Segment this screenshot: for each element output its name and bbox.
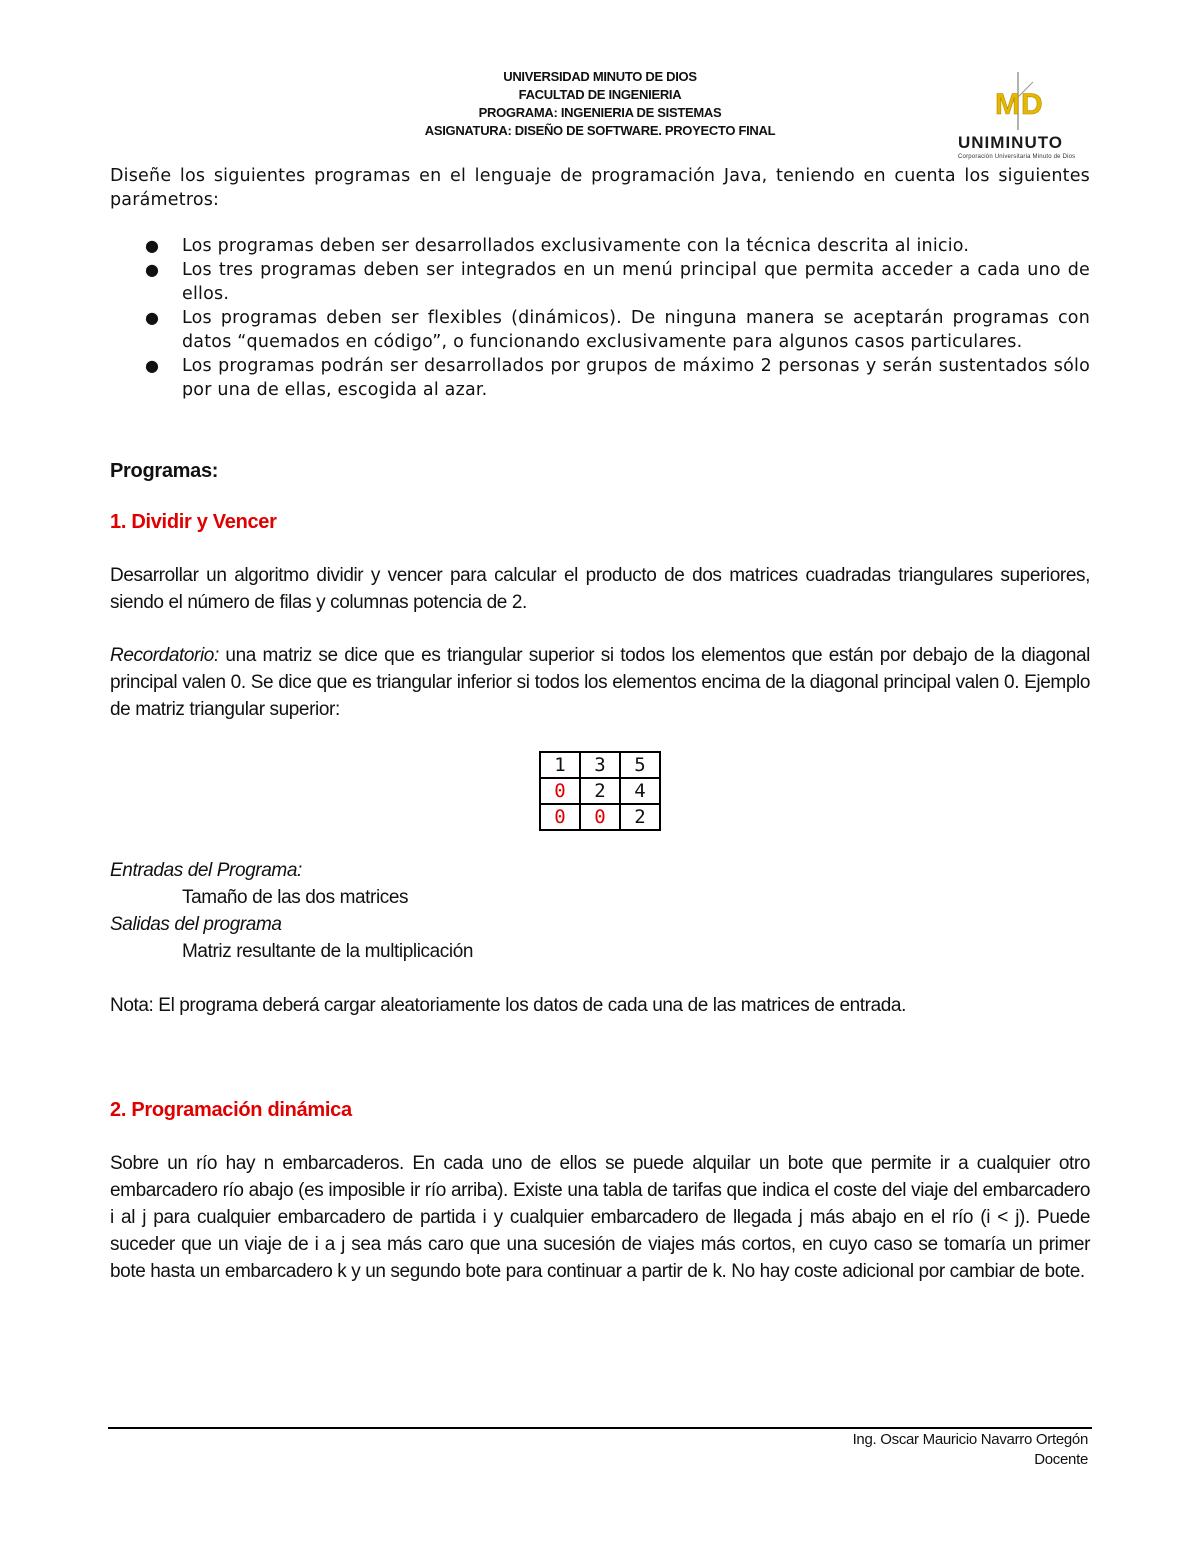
bullet-icon: ● <box>145 356 160 375</box>
section-2-description: Sobre un río hay n embarcaderos. En cada uno de ellos se puede alquilar un bote que permite ir a cualquier otro embarcadero río abajo (es imposible ir río arriba). Existe una tabla de tarifas que indica el coste del viaje del embarcadero i al j para cualquier embarcadero de partida i y cualquier embarcadero de llegada j más abajo en el río (i < j). Puede suceder que un viaje de i a j sea más caro que una sucesión de viajes más cortos, en cuyo caso se tomaría un primer bote hasta un embarcadero k y un segundo bote para continuar a partir de k. No hay coste adicional por cambiar de bote. <box>110 1153 1090 1282</box>
list-item: ● Los tres programas deben ser integrados en un menú principal que permita acceder a cada uno de ellos. <box>145 260 1090 304</box>
example-matrix <box>539 751 661 831</box>
matrix-cell: 0 <box>540 804 580 830</box>
list-item: ● Los programas podrán ser desarrollados por grupos de máximo 2 personas y serán sustentados sólo por una de ellas, escogida al azar. <box>145 356 1090 400</box>
intro-paragraph: Diseñe los siguientes programas en el lenguaje de programación Java, teniendo en cuenta los siguientes parámetros: <box>110 166 1090 210</box>
matrix-cell: 0 <box>580 804 620 830</box>
university-name: UNIVERSIDAD MINUTO DE DIOS <box>503 69 697 84</box>
author-name: Ing. Oscar Mauricio Navarro Ortegón <box>852 1431 1088 1448</box>
svg-text:D: D <box>1021 88 1043 121</box>
svg-text:M: M <box>995 88 1020 121</box>
author-role: Docente <box>1034 1451 1088 1468</box>
list-item: ● Los programas deben ser flexibles (dinámicos). De ninguna manera se aceptarán programas con datos “quemados en código”, o funcionando exclusivamente para algunos casos particulares. <box>145 308 1090 352</box>
reminder-paragraph <box>110 642 1090 723</box>
footer <box>853 1430 1088 1470</box>
list-item: ● Los programas deben ser desarrollados exclusivamente con la técnica descrita al inicio. <box>145 236 970 256</box>
matrix-cell: 1 <box>540 752 580 778</box>
reminder-label: Recordatorio: <box>110 645 219 666</box>
uniminuto-logo <box>955 70 1090 160</box>
table-row <box>540 804 660 830</box>
outputs-label: Salidas del programa <box>110 914 282 935</box>
matrix-cell: 4 <box>620 778 660 804</box>
inputs-label: Entradas del Programa: <box>110 860 302 881</box>
document-body <box>110 164 1090 1285</box>
bullet-icon: ● <box>145 236 160 255</box>
section-1-title: 1. Dividir y Vencer <box>110 511 277 533</box>
logo-wordmark: UNIMINUTO <box>958 133 1064 152</box>
reminder-text: una matriz se dice que es triangular superior si todos los elementos que están por debajo de la diagonal principal valen 0. Se dice que es triangular inferior si todos los elementos encima de la diagonal principal valen 0. Ejemplo de matriz triangular superior: <box>110 645 1090 720</box>
note-paragraph: Nota: El programa deberá cargar aleatoriamente los datos de cada una de las matrices de entrada. <box>110 995 906 1016</box>
section-1-description: Desarrollar un algoritmo dividir y vencer para calcular el producto de dos matrices cuadradas triangulares superiores, siendo el número de filas y columnas potencia de 2. <box>110 565 1090 613</box>
inputs-value: Tamaño de las dos matrices <box>182 887 409 908</box>
faculty-name: FACULTAD DE INGENIERIA <box>518 87 682 102</box>
bullet-icon: ● <box>145 308 160 327</box>
table-row <box>540 778 660 804</box>
outputs-value: Matriz resultante de la multiplicación <box>182 941 474 962</box>
course-name: ASIGNATURA: DISEÑO DE SOFTWARE. PROYECTO FINAL <box>424 123 776 138</box>
matrix-cell: 0 <box>540 778 580 804</box>
table-row <box>540 752 660 778</box>
matrix-cell: 3 <box>580 752 620 778</box>
footer-divider <box>108 1427 1092 1429</box>
section-2-title: 2. Programación dinámica <box>110 1099 352 1121</box>
matrix-cell: 2 <box>580 778 620 804</box>
programs-heading: Programas: <box>110 460 219 482</box>
matrix-cell: 2 <box>620 804 660 830</box>
md-logo-icon <box>955 70 1090 132</box>
bullet-icon: ● <box>145 260 160 279</box>
logo-tagline: Corporación Universitaria Minuto de Dios <box>958 154 1076 160</box>
document-header <box>380 68 820 140</box>
parameters-list <box>110 234 1090 402</box>
program-name: PROGRAMA: INGENIERIA DE SISTEMAS <box>478 105 722 120</box>
matrix-wrapper <box>110 751 1090 831</box>
matrix-cell: 5 <box>620 752 660 778</box>
